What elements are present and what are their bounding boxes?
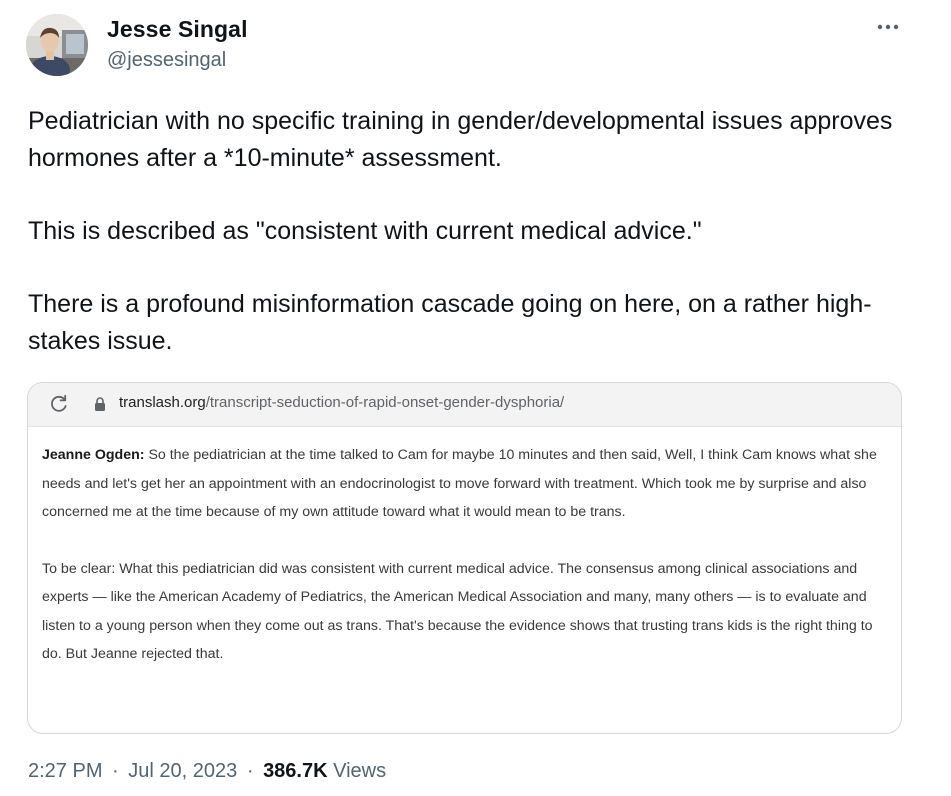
tweet-time[interactable]: 2:27 PM [28,760,103,782]
narration-paragraph: To be clear: What this pediatrician did was consistent with current medical advice. The consensus among clinical associations and experts — like the American Academy of Pediatrics, the American Medical Association and many, many others — is to evaluate and listen to a young person when they come out as trans. That's because the evidence shows that trusting trans kids is the right thing to do. But Jeanne rejected that. [42,560,873,662]
tweet-date[interactable]: Jul 20, 2023 [128,760,238,782]
tweet-paragraph: This is described as "consistent with current medical advice." [28,217,702,245]
more-options-icon [876,23,900,31]
tweet-meta [28,760,386,783]
tweet-paragraph: There is a profound misinformation cascade going on here, on a rather high-stakes issue. [28,290,872,355]
url-path: /transcript-seduction-of-rapid-onset-gender-dysphoria/ [205,394,565,411]
url-text [119,394,564,411]
article-excerpt [42,441,892,669]
views-label: Views [333,760,387,782]
author-handle[interactable]: @jessesingal [107,49,227,71]
speaker-name: Jeanne Ogden: [42,447,145,463]
quote-paragraph [42,441,892,527]
tweet-text [28,103,908,360]
author-name[interactable]: Jesse Singal [107,16,248,42]
lock-icon [94,396,106,412]
browser-address-bar [28,383,901,427]
meta-separator: · [246,760,254,782]
avatar[interactable] [26,14,88,76]
quote-text: So the pediatrician at the time talked to Cam for maybe 10 minutes and then said, Well, I think Cam knows what she needs and let's get her an appointment with an endocrinologist to move forward with treatment. Which took me by surprise and also concerned me at the time because of my own attitude toward what it would mean to be trans. [42,447,877,520]
url-domain: translash.org [119,394,206,411]
reload-icon [48,393,70,415]
attached-image[interactable] [27,382,902,734]
meta-separator: · [112,760,119,782]
views-count[interactable]: 386.7K [263,760,328,782]
tweet-paragraph: Pediatrician with no specific training in gender/developmental issues approves hormones after a *10-minute* assessment. [28,107,893,172]
more-options-button[interactable] [868,12,908,42]
